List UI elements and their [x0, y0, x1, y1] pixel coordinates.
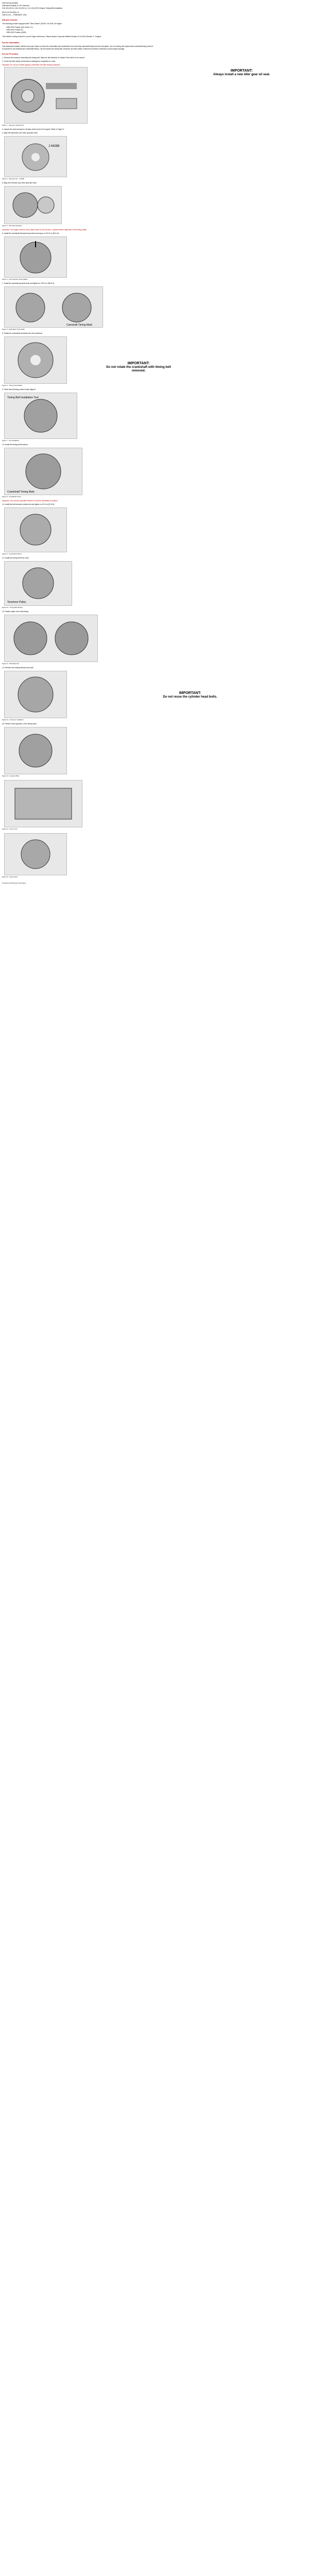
figure-13-image	[4, 727, 67, 774]
figure-8-image	[4, 448, 82, 495]
supersede-note: This bulletin is being revised to correct Figure references. Please discard Corporate Bulletin Number 01-04-004 (Section 6 - Engine).	[2, 36, 102, 38]
figure-12-image	[4, 671, 67, 718]
figure-6-image	[4, 336, 67, 384]
procedure-step: 14. Remove the holding fixtures and tools.	[2, 667, 34, 669]
info-heading: Service Information	[2, 42, 20, 44]
gear-assembly-drawing	[5, 187, 61, 224]
timing-check-drawing	[5, 337, 66, 383]
figure-caption: Figure 14 - Front Cover	[2, 828, 18, 830]
figure-caption: Figure 5 - Right Bank Timing Mark	[2, 328, 25, 330]
important-callout	[208, 69, 275, 77]
important-text: Do not rotate the crankshaft with timing belt removed.	[106, 366, 171, 372]
model-item: 1999-2000 Pontiac (F)	[6, 29, 23, 31]
figure-15-image	[4, 833, 67, 875]
procedure-step: 1. Remove the tensioner assembly and timing belt. Mark the belt direction of rotation if the belt is to be reused.	[2, 57, 85, 59]
bulletin-ref: SB-01-04-004 (Rev. 2)	[2, 11, 19, 13]
figure-1-image	[4, 67, 88, 124]
tensioner-drawing	[5, 671, 66, 718]
figure-caption: Figure 1 - Idle gear retaining bolt	[2, 124, 24, 126]
crank-mark-label: Crankshaft Timing Mark	[7, 490, 35, 494]
tool-label: Timing Belt Installation Tool	[7, 396, 39, 399]
procedure-step: 8. Rotate the crankshaft clockwise two full revolutions.	[2, 332, 43, 334]
crankshaft-drawing	[5, 448, 82, 495]
figure-10-image	[4, 561, 72, 606]
belt-alignment-drawing	[5, 615, 97, 662]
tool-label: J 44268	[48, 145, 60, 148]
figure-caption: Figure 2 - Idle gear bolt - J 44268	[2, 178, 24, 180]
figure-5-image	[4, 286, 103, 328]
right-bank-drawing	[5, 287, 103, 327]
figure-caption: Figure 13 - Sprocket Bolts	[2, 775, 20, 777]
procedure-step: 12. Install the timing belt front cover.	[2, 557, 29, 559]
models-intro: The following models equipped with "Direct Valvel" (DOHC 3.5L/3.8L V6 engine	[2, 23, 62, 25]
belt-routing-drawing	[5, 562, 72, 605]
important-callout	[105, 362, 172, 373]
figure-14-image	[4, 780, 82, 827]
figure-caption: Figure 4 - Cam Sprocket Timing Marks	[2, 278, 28, 280]
figure-7-image	[4, 393, 77, 439]
cam-mark-label: Camshaft Timing Mark	[66, 324, 93, 327]
important-text: Do not reuse the cylinder head bolts.	[163, 696, 217, 699]
procedure-heading: Service Procedure	[2, 53, 19, 55]
sprocket-marks-drawing	[5, 237, 66, 277]
figure-3-image	[4, 186, 62, 224]
important-note: Important: Do not use a feeler gauge to determine the idler bearing clearance.	[2, 64, 61, 66]
important-note: Important: Use only the specified fixtures to hold the camshafts in position.	[2, 500, 58, 502]
figure-caption: Figure 7 - Tool Installation	[2, 439, 20, 442]
idler-gear-drawing	[5, 67, 87, 123]
affected-heading: Affected Vehicles	[2, 19, 18, 21]
tensioner-label: Tensioner Pulley	[7, 601, 26, 604]
sprocket-bolts-drawing	[5, 727, 66, 774]
model-item: 1999-2000 Pontiac (LBL-Rover LC)	[6, 26, 33, 28]
figure-9-image	[4, 507, 67, 552]
model-item: 1999-2002 Pontiac (U/NR)	[6, 31, 26, 33]
figure-caption: Figure 9 - Camshaft Positions	[2, 553, 22, 555]
procedure-step: 7. Install the camshaft sprocket bolts and tighten to 130 N·m (96 lb ft).	[2, 282, 55, 284]
procedure-step: 15. Perform final inspection of the timing drive.	[2, 723, 37, 725]
info-paragraph: is required for all camshaft and crankshaft timing. The kit includes the timing belt, tensioner and idler pulley. Follow the procedure carefully to avoid engine damage.	[2, 48, 125, 50]
procedure-step: 9. Verify that all timing marks remain aligned.	[2, 388, 36, 391]
procedure-step: 3. Inspect the seal housing for oil leaks at the front of the engine. Refer to Figure 3.	[2, 128, 64, 130]
doc-subtitle: Information Bulletin 01-04 Chevrolet	[2, 5, 29, 7]
camshaft-drawing	[5, 508, 66, 552]
figure-caption: Figure 15 - Final Check	[2, 876, 18, 878]
important-note: Important: The engine must be at top dead center for the number 1 cylinder before alignment of the timing marks.	[2, 229, 87, 231]
figure-caption: Figure 11 - Belt Alignment	[2, 663, 20, 665]
important-label: IMPORTANT:	[127, 362, 150, 365]
important-label: IMPORTANT:	[179, 691, 201, 695]
important-text: Always install a new idler gear oil seal.	[213, 73, 270, 76]
procedure-step: 4. Align the right bank cam drive sprocket mark.	[2, 132, 38, 134]
important-label: IMPORTANT:	[230, 69, 253, 73]
procedure-step: 6. Install the crankshaft timing belt sprocket and torque to 110 N·m (81 lb ft).	[2, 232, 59, 234]
procedure-step: 2. Check the idler pulley and tensioner bearings for roughness or noise.	[2, 60, 56, 62]
procedure-step: 13. Rotate engine and verify timing.	[2, 611, 29, 613]
figure-caption: Figure 8 - Crankshaft Timing	[2, 496, 21, 498]
info-paragraph: This information bulletin outlines the proper steps to retime the camshafts and crankshaft to the crank that camshaft timing has been disrupted. Use of a timing belt replacement camshaft timing reset kit	[2, 45, 153, 47]
bulletin-date: 2000-01-04 — FEBRUARY 2001	[2, 14, 27, 16]
doc-title: 2000 Service Bulletin	[2, 2, 18, 4]
engine-line: 3.8L V6 (VIN K), 3.8L V6 (VIN 1), 3.4L V6 (VIN E) Engine Timing Belt Installation	[2, 7, 63, 9]
procedure-step: 5. Align the left bank cam drive sprocket mark.	[2, 182, 37, 184]
front-cover-drawing	[5, 781, 82, 827]
footer: Provided by GM Service Information	[2, 882, 26, 884]
figure-4-image	[4, 236, 67, 278]
procedure-step: 10. Install the timing belt tensioner.	[2, 444, 28, 446]
figure-caption: Figure 12 - Tensioner Installation	[2, 719, 24, 721]
figure-caption: Figure 3 - Idle Gear Assembly	[2, 225, 22, 227]
figure-caption: Figure 10 - Timing Belt Routing	[2, 606, 23, 608]
procedure-step: 11. Install the belt tensioner pulley bolt and tighten to 43 N·m (32 lb ft).	[2, 503, 55, 505]
seal-housing-drawing	[5, 137, 66, 177]
figure-2-image	[4, 136, 67, 177]
important-callout	[157, 691, 224, 699]
final-check-drawing	[5, 834, 66, 875]
figure-caption: Figure 6 - Timing Check Marks	[2, 384, 23, 386]
tool-install-drawing	[5, 393, 77, 438]
figure-11-image	[4, 615, 98, 662]
